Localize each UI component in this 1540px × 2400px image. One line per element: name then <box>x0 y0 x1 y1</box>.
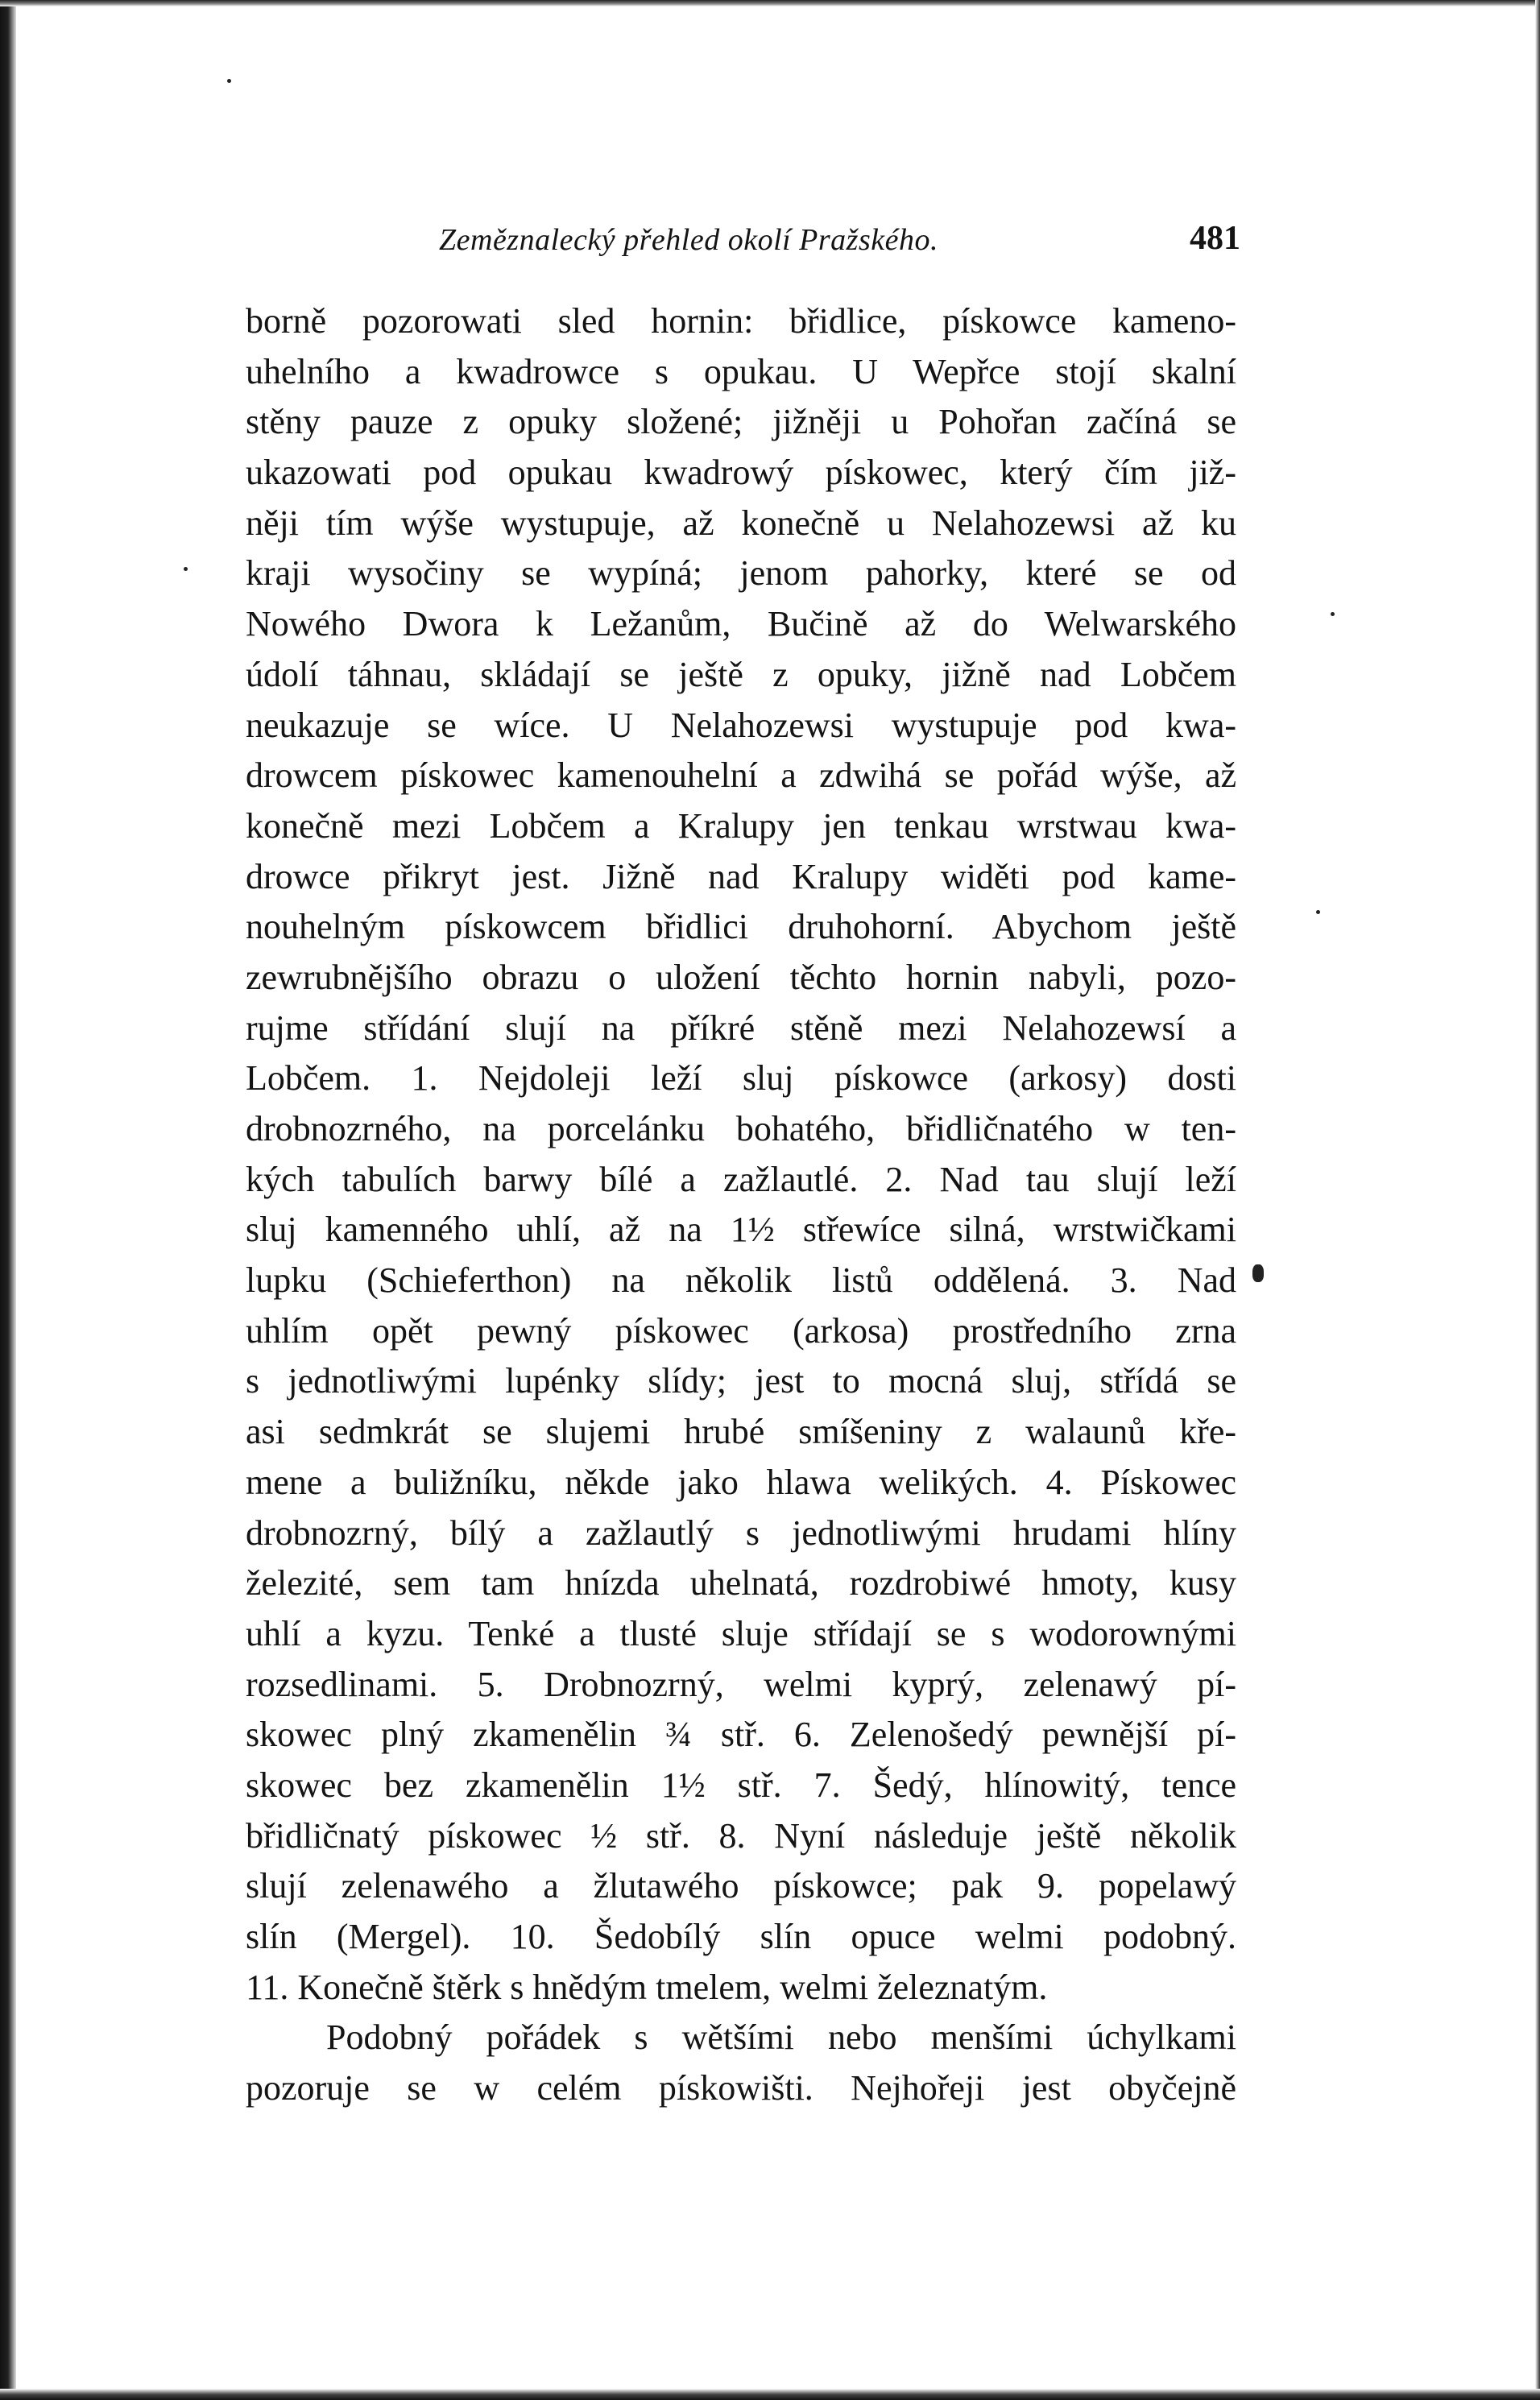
text-line: stěny pauze z opuky složené; jižněji u Pohořan začíná se <box>246 402 1236 442</box>
text-line: borně pozorowati sled hornin: břidlice, pískowce kameno- <box>246 301 1236 341</box>
text-line: rujme střídání slují na příkré stěně mezi Nelahozewsí a <box>246 1008 1236 1048</box>
paragraph-1 <box>246 296 1236 2013</box>
page-edge-bottom <box>0 2389 1540 2400</box>
page-number: 481 <box>1190 220 1240 257</box>
text-line: neukazuje se wíce. U Nelahozewsi wystupuje pod kwa- <box>246 705 1236 745</box>
text-line: sluj kamenného uhlí, až na 1½ střewíce silná, wrstwičkami <box>246 1210 1236 1250</box>
text-line: slín (Mergel). 10. Šedobílý slín opuce welmi podobný. <box>246 1917 1236 1956</box>
text-line: rozsedlinami. 5. Drobnozrný, welmi kyprý, zelenawý pí- <box>246 1664 1236 1704</box>
text-line: s jednotliwými lupénky slídy; jest to mocná sluj, střídá se <box>246 1361 1236 1401</box>
text-line: nouhelným pískowcem břidlici druhohorní. Abychom ještě <box>246 907 1236 947</box>
scan-speck <box>227 79 231 83</box>
text-line: drobnozrného, na porcelánku bohatého, břidličnatého w ten- <box>246 1109 1236 1148</box>
text-line: ukazowati pod opukau kwadrowý pískowec, který čím již- <box>246 453 1236 493</box>
scan-speck <box>1316 910 1320 914</box>
text-line: kraji wysočiny se wypíná; jenom pahorky, které se od <box>246 553 1236 594</box>
scan-speck <box>1331 612 1335 616</box>
text-line: pozoruje se w celém pískowišti. Nejhořeji jest obyčejně <box>246 2068 1236 2108</box>
running-title: Zeměznalecký přehled okolí Pražského. <box>439 223 938 257</box>
text-line: slují zelenawého a žlutawého pískowce; pak 9. popelawý <box>246 1866 1236 1906</box>
text-line: údolí táhnau, skládají se ještě z opuky, jižně nad Lobčem <box>246 654 1236 694</box>
text-line: skowec plný zkamenělin ¾ stř. 6. Zelenošedý pewnější pí- <box>246 1715 1236 1755</box>
text-line: uhelního a kwadrowce s opukau. U Wepřce stojí skalní <box>246 351 1236 391</box>
text-line: drobnozrný, bílý a zažlautlý s jednotliwými hrudami hlíny <box>246 1512 1236 1553</box>
text-line: železité, sem tam hnízda uhelnatá, rozdrobiwé hmoty, kusy <box>246 1563 1236 1603</box>
text-line: konečně mezi Lobčem a Kralupy jen tenkau wrstwau kwa- <box>246 805 1236 846</box>
text-line: drowcem pískowec kamenouhelní a zdwihá se pořád wýše, až <box>246 755 1236 796</box>
page-edge-right <box>1535 0 1540 2400</box>
paragraph-2 <box>246 2013 1236 2113</box>
text-line: zewrubnějšího obrazu o uložení těchto hornin nabyli, pozo- <box>246 957 1236 997</box>
text-line: Lobčem. 1. Nejdoleji leží sluj pískowce (arkosy) dosti <box>246 1058 1236 1099</box>
body-text <box>246 296 1236 2114</box>
text-line: uhlím opět pewný pískowec (arkosa) prostředního zrna <box>246 1310 1236 1351</box>
text-line: kých tabulích barwy bílé a zažlautlé. 2. Nad tau slují leží <box>246 1159 1236 1199</box>
text-line: lupku (Schieferthon) na několik listů oddělená. 3. Nad <box>246 1260 1236 1301</box>
text-line: uhlí a kyzu. Tenké a tlusté sluje střídají se s wodorownými <box>246 1613 1236 1653</box>
page-edge-top <box>0 0 1540 6</box>
text-line: břidličnatý pískowec ½ stř. 8. Nyní následuje ještě několik <box>246 1815 1236 1856</box>
page-header <box>439 219 1240 267</box>
text-line: něji tím wýše wystupuje, až konečně u Nelahozewsi až ku <box>246 503 1236 543</box>
text-line: Podobný pořádek s wětšími nebo menšími úchylkami <box>326 2017 1236 2058</box>
text-line: asi sedmkrát se slujemi hrubé smíšeniny z walaunů kře- <box>246 1412 1236 1452</box>
scan-speck <box>1252 1264 1264 1282</box>
text-line: drowce přikryt jest. Jižně nad Kralupy widěti pod kame- <box>246 856 1236 896</box>
text-line: Nowého Dwora k Ležanům, Bučině až do Welwarského <box>246 604 1236 644</box>
scan-speck <box>184 567 188 571</box>
text-line: skowec bez zkamenělin 1½ stř. 7. Šedý, hlínowitý, tence <box>246 1765 1236 1805</box>
text-line: 11. Konečně štěrk s hnědým tmelem, welmi železnatým. <box>246 1967 1048 2007</box>
text-line: mene a buližníku, někde jako hlawa welikých. 4. Pískowec <box>246 1462 1236 1502</box>
page-edge-left <box>0 0 16 2400</box>
